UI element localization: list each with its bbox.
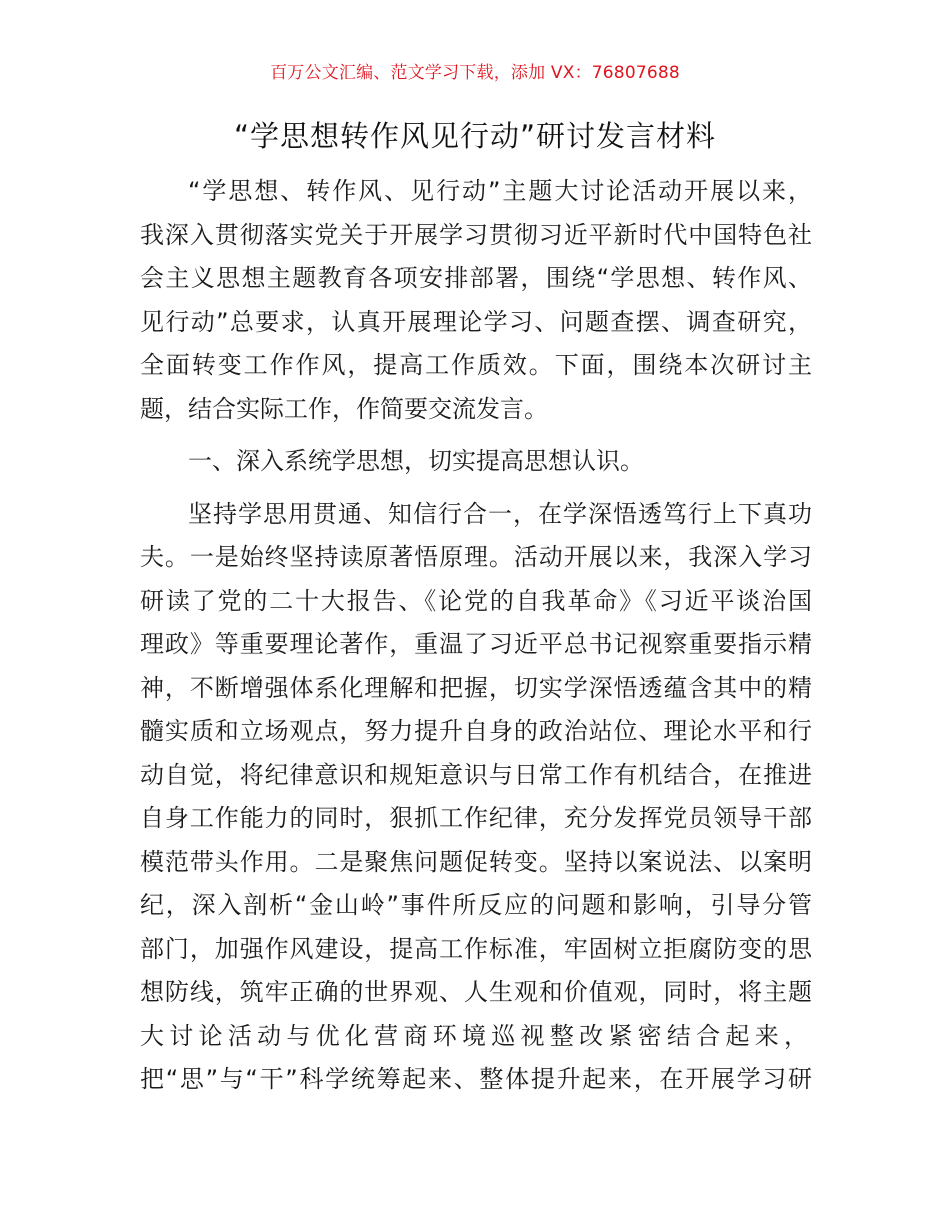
heading-line: 一、深入系统学思想，切实提高思想认识。 bbox=[188, 447, 644, 475]
text-line: 大讨论活动与优化营商环境巡视整改紧密结合起来， bbox=[140, 1021, 812, 1050]
watermark-banner: 百万公文汇编、范文学习下载，添加 VX：76807688 bbox=[270, 63, 680, 83]
text-line: 全面转变工作作风，提高工作质效。下面，围绕本次研讨主 bbox=[140, 351, 812, 379]
text-line: 坚持学思用贯通、知信行合一，在学深悟透笃行上下真功 bbox=[188, 499, 812, 528]
text-line: 会主义思想主题教育各项安排部署，围绕“学思想、转作风、 bbox=[140, 264, 812, 292]
text-line: 部门，加强作风建设，提高工作标准，牢固树立拒腐防变的思 bbox=[140, 934, 812, 963]
text-line: 动自觉，将纪律意识和规矩意识与日常工作有机结合，在推进 bbox=[140, 760, 812, 789]
text-line: 髓实质和立场观点，努力提升自身的政治站位、理论水平和行 bbox=[140, 717, 812, 745]
text-line: 研读了党的二十大报告、《论党的自我革命》《习近平谈治国 bbox=[140, 586, 812, 615]
document-title: “学思想转作风见行动”研讨发言材料 bbox=[233, 119, 717, 153]
text-line: 想防线，筑牢正确的世界观、人生观和价值观，同时，将主题 bbox=[140, 978, 812, 1006]
text-line: 模范带头作用。二是聚焦问题促转变。坚持以案说法、以案明 bbox=[140, 847, 812, 876]
document-body bbox=[140, 170, 812, 1102]
paragraph-section-1-body bbox=[140, 493, 812, 1102]
text-line: 我深入贯彻落实党关于开展学习贯彻习近平新时代中国特色社 bbox=[140, 220, 812, 249]
text-line: 纪，深入剖析“金山岭”事件所反应的问题和影响，引导分管 bbox=[140, 891, 812, 919]
text-line: 把“思”与“干”科学统筹起来、整体提升起来，在开展学习研 bbox=[140, 1065, 812, 1093]
text-line: 题，结合实际工作，作简要交流发言。 bbox=[140, 394, 548, 423]
text-line: 理政》等重要理论著作，重温了习近平总书记视察重要指示精 bbox=[140, 630, 812, 658]
text-line: 见行动”总要求，认真开展理论学习、问题查摆、调查研究， bbox=[140, 307, 812, 336]
section-heading-1 bbox=[140, 440, 812, 484]
text-line: 夫。一是始终坚持读原著悟原理。活动开展以来，我深入学习 bbox=[140, 543, 812, 571]
text-line: 自身工作能力的同时，狠抓工作纪律，充分发挥党员领导干部 bbox=[140, 804, 812, 832]
text-line: 神，不断增强体系化理解和把握，切实学深悟透蕴含其中的精 bbox=[140, 673, 812, 702]
paragraph-intro bbox=[140, 170, 812, 431]
text-line: “学思想、转作风、见行动”主题大讨论活动开展以来， bbox=[188, 177, 812, 205]
